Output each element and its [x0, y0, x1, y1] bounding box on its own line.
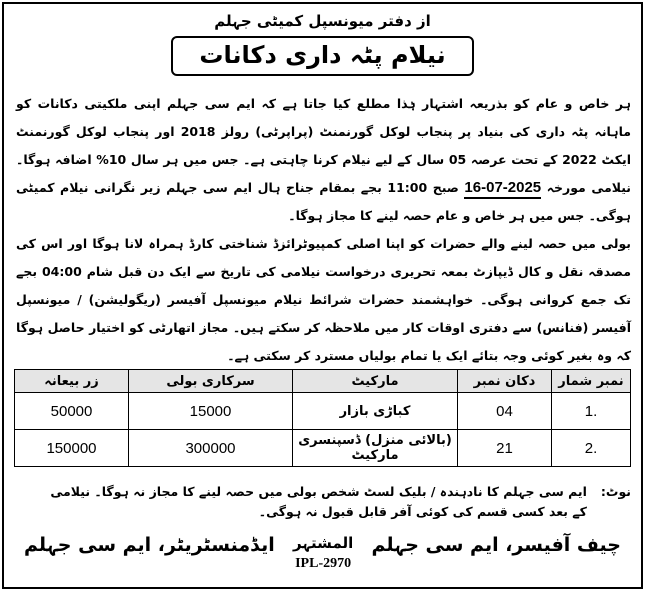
- signature-row: [24, 534, 621, 572]
- col-market: مارکیٹ: [293, 370, 458, 393]
- notice-title: نیلام پٹہ داری دکانات: [171, 36, 473, 76]
- col-bid: سرکاری بولی: [129, 370, 293, 393]
- office-header: از دفتر میونسپل کمیٹی جہلم: [214, 12, 431, 30]
- row-market: (بالائی منزل) ڈسپنسری مارکیٹ: [293, 430, 458, 467]
- ipl-reference: IPL-2970: [295, 556, 352, 571]
- row-shop: 04: [458, 393, 552, 430]
- auction-date: 16-07-2025: [464, 179, 541, 199]
- notice-body: [16, 90, 631, 370]
- col-deposit: زر بیعانہ: [15, 370, 129, 393]
- signature-administrator: ایڈمنسٹریٹر، ایم سی جہلم: [24, 534, 275, 556]
- table-row: [15, 430, 631, 467]
- signature-chief-officer: چیف آفیسر، ایم سی جہلم: [371, 534, 621, 556]
- row-bid: 300000: [129, 430, 293, 467]
- body-text-1: ہر خاص و عام کو بذریعہ اشتہار ہٰذا مطلع کیا جاتا ہے کہ ایم سی جہلم اپنی ملکیتی دکانات کو ماہانہ پٹہ داری کی بنیاد پر پنجاب لوکل گورنمنٹ (پراپرٹی) رولز 2018 اور پنجاب لوکل گورنمنٹ ایکٹ 2022 کے تحت عرصہ 05 سال کے لیے نیلام کرنا چاہتی ہے۔ جس میں ہر سال 10% اضافہ ہوگا۔ نیلامی مورخہ: [16, 96, 632, 195]
- note-label: نوٹ:: [600, 484, 631, 499]
- shops-table: [14, 369, 631, 467]
- row-serial: 2.: [552, 430, 631, 467]
- advertiser-block: [293, 534, 353, 572]
- note-text: ایم سی جہلم کا نادہندہ / بلیک لسٹ شخص بولی میں حصہ لینے کا مجاز نہ ہوگا۔ نیلامی کے بعد کسی قسم کی کوئی آفر قابل قبول نہ ہوگی۔: [50, 484, 587, 519]
- row-serial: 1.: [552, 393, 631, 430]
- body-text-time: صبح 11:00 بجے بمقام جناح ہال ایم سی جہلم زیر نگرانی نیلام کمیٹی ہوگی۔ جس میں ہر خاص و عام حصہ لینے کا مجاز ہوگا۔: [16, 180, 631, 223]
- table-row: [15, 393, 631, 430]
- advertiser-label: المشتہر: [292, 534, 354, 552]
- note-block: [34, 482, 631, 522]
- col-serial: نمبر شمار: [552, 370, 631, 393]
- body-paragraph-2: بولی میں حصہ لینے والے حضرات کو اپنا اصلی کمپیوٹرائزڈ شناختی کارڈ ہمراہ لانا ہوگا اور اس کی مصدقہ نقل و کال ڈیپازٹ بمعہ تحریری درخواست نیلامی کی تاریخ سے ایک دن قبل شام 04:00 بجے تک جمع کروانی ہوگی۔ خواہشمند حضرات شرائط نیلام میونسپل آفیسر (ریگولیشن) / میونسپل آفیسر (فنانس) سے دفتری اوقات کار میں ملاحظہ کر سکتے ہیں۔ مجاز اتھارٹی کو اختیار حاصل ہوگا کہ وہ بغیر کوئی وجہ بتائے ایک یا تمام بولیاں مسترد کر سکتی ہے۔: [16, 236, 631, 363]
- col-shop-no: دکان نمبر: [458, 370, 552, 393]
- row-deposit: 150000: [15, 430, 129, 467]
- row-market: کباڑی بازار: [293, 393, 458, 430]
- notice-page: [2, 2, 643, 589]
- row-deposit: 50000: [15, 393, 129, 430]
- row-bid: 15000: [129, 393, 293, 430]
- table-header-row: [15, 370, 631, 393]
- row-shop: 21: [458, 430, 552, 467]
- title-wrap: [4, 36, 641, 76]
- body-paragraph-1: [16, 90, 631, 230]
